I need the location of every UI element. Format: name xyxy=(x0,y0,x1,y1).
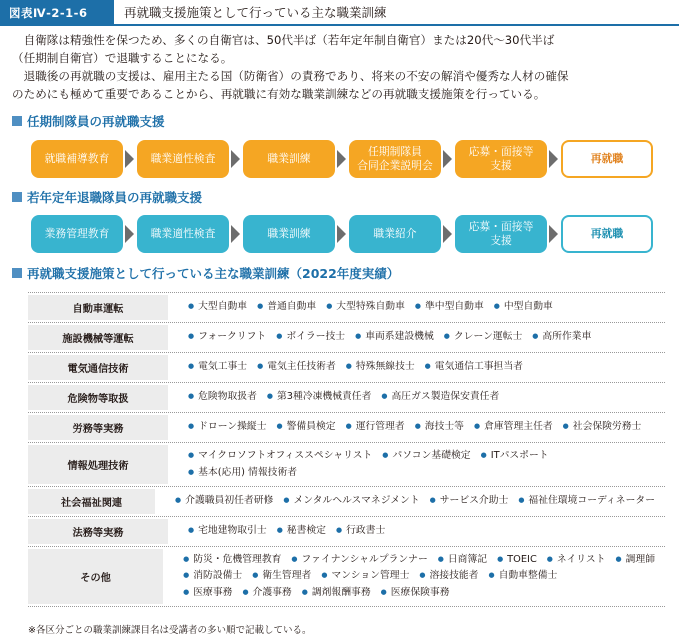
training-item: ● 宅地建物取引士 xyxy=(188,525,267,536)
training-item: ● 医療事務 xyxy=(183,587,232,598)
table-items xyxy=(168,517,665,546)
flow-step: 任期制隊員 合同企業説明会 xyxy=(349,140,441,178)
flow-step: 再就職 xyxy=(561,140,653,178)
arrow-right-icon xyxy=(549,150,558,168)
table-row xyxy=(28,443,665,487)
training-item: ● 普通自動車 xyxy=(257,301,316,312)
flow-step: 業務管理教育 xyxy=(31,215,123,253)
flow-step: 応募・面接等 支援 xyxy=(455,140,547,178)
training-item: ● 準中型自動車 xyxy=(415,301,484,312)
training-item: ● 調剤報酬事務 xyxy=(302,587,371,598)
intro-paragraph-2-line-2: のためにも極めて重要であることから、再就職に有効な職業訓練などの再就職支援施策を行っている。 xyxy=(12,86,546,101)
square-bullet-icon xyxy=(12,192,22,202)
flow-step: 職業適性検査 xyxy=(137,215,229,253)
table-category: 労務等実務 xyxy=(28,415,168,440)
training-item: ● ドローン操縦士 xyxy=(188,421,267,432)
table-row xyxy=(28,383,665,413)
figure-number-badge: 図表Ⅳ-2-1-6 xyxy=(0,0,114,26)
item-line xyxy=(188,359,665,376)
flow-step: 職業適性検査 xyxy=(137,140,229,178)
section-heading-text: 任期制隊員の再就職支援 xyxy=(27,114,165,129)
training-item: ● フォークリフト xyxy=(188,331,266,342)
training-item: ● ボイラー技士 xyxy=(276,331,345,342)
table-category: 施設機械等運転 xyxy=(28,325,168,350)
arrow-right-icon xyxy=(125,225,134,243)
training-item: ● 大型自動車 xyxy=(188,301,247,312)
training-item: ● 社会保険労務士 xyxy=(563,421,642,432)
section-heading-text: 若年定年退職隊員の再就職支援 xyxy=(27,190,203,205)
table-row xyxy=(28,547,665,607)
table-category: 情報処理技術 xyxy=(28,445,168,484)
training-item: ● ITパスポート xyxy=(481,450,549,461)
table-items xyxy=(163,547,665,606)
training-item: ● 高圧ガス製造保安責任者 xyxy=(381,391,499,402)
arrow-right-icon xyxy=(231,150,240,168)
table-row xyxy=(28,413,665,443)
flow-step: 再就職 xyxy=(561,215,653,253)
footnote: ※各区分ごとの職業訓練課目名は受講者の多い順で記載している。 xyxy=(28,625,312,636)
item-line xyxy=(188,448,665,465)
table-category: 電気通信技術 xyxy=(28,355,168,380)
figure-header xyxy=(0,0,679,26)
training-item: ● 大型特殊自動車 xyxy=(326,301,405,312)
table-items xyxy=(155,487,665,516)
table-category: その他 xyxy=(28,549,163,604)
section-heading-text: 再就職支援施策として行っている主な職業訓練（2022年度実績） xyxy=(27,266,400,281)
training-item: ● 車両系建設機械 xyxy=(355,331,434,342)
intro-paragraph-1-line-1: 自衛隊は精強性を保つため、多くの自衛官は、50代半ば（若年定年制自衛官）または20代～30代半ば xyxy=(12,33,555,47)
training-item: ● 福祉住環境コーディネーター xyxy=(518,495,655,506)
arrow-right-icon xyxy=(443,225,452,243)
training-item: ● ファイナンシャルプランナー xyxy=(291,554,427,565)
table-row xyxy=(28,487,665,517)
section-heading-fixed-term xyxy=(12,112,165,130)
flow-fixed-term xyxy=(0,140,679,182)
flow-step: 職業紹介 xyxy=(349,215,441,253)
figure-title: 再就職支援施策として行っている主な職業訓練 xyxy=(124,5,387,20)
training-item: ● 自動車整備士 xyxy=(488,570,557,581)
item-line xyxy=(183,568,665,585)
training-item: ● 電気工事士 xyxy=(188,361,247,372)
table-category: 社会福祉関連 xyxy=(28,489,155,514)
table-items xyxy=(168,413,665,442)
training-item: ● パソコン基礎検定 xyxy=(382,450,470,461)
table-category: 危険物等取扱 xyxy=(28,385,168,410)
square-bullet-icon xyxy=(12,268,22,278)
flow-step: 職業訓練 xyxy=(243,215,335,253)
table-items xyxy=(168,323,665,352)
training-item: ● 電気主任技術者 xyxy=(257,361,336,372)
training-item: ● 倉庫管理主任者 xyxy=(474,421,553,432)
training-item: ● 衛生管理者 xyxy=(252,570,311,581)
item-line xyxy=(188,329,665,346)
training-item: ● 電気通信工事担当者 xyxy=(425,361,523,372)
training-item: ● 特殊無線技士 xyxy=(346,361,415,372)
training-item: ● マンション管理士 xyxy=(321,570,409,581)
flow-step: 就職補導教育 xyxy=(31,140,123,178)
table-row xyxy=(28,323,665,353)
training-item: ● 行政書士 xyxy=(336,525,385,536)
flow-step: 応募・面接等 支援 xyxy=(455,215,547,253)
training-item: ● 警備員検定 xyxy=(277,421,336,432)
table-row xyxy=(28,353,665,383)
item-line xyxy=(188,465,665,482)
arrow-right-icon xyxy=(231,225,240,243)
arrow-right-icon xyxy=(549,225,558,243)
training-item: ● 基本(応用) 情報技術者 xyxy=(188,467,297,478)
flow-step: 職業訓練 xyxy=(243,140,335,178)
item-line xyxy=(188,419,665,436)
arrow-right-icon xyxy=(337,225,346,243)
training-item: ● TOEIC xyxy=(497,554,537,565)
training-item: ● 高所作業車 xyxy=(532,331,591,342)
table-category: 法務等実務 xyxy=(28,519,168,544)
training-item: ● マイクロソフトオフィススペシャリスト xyxy=(188,450,372,461)
table-items xyxy=(168,293,665,322)
training-item: ● 防災・危機管理教育 xyxy=(183,554,281,565)
training-item: ● 調理師 xyxy=(616,554,656,565)
item-line xyxy=(183,585,665,602)
training-item: ● 消防設備士 xyxy=(183,570,242,581)
arrow-right-icon xyxy=(125,150,134,168)
table-row xyxy=(28,517,665,547)
training-item: ● 溶接技能者 xyxy=(419,570,478,581)
training-item: ● 運行管理者 xyxy=(346,421,405,432)
training-table xyxy=(28,292,665,607)
item-line xyxy=(183,552,665,569)
arrow-right-icon xyxy=(443,150,452,168)
table-items xyxy=(168,353,665,382)
section-heading-training xyxy=(12,264,399,282)
training-item: ● ネイリスト xyxy=(547,554,606,565)
training-item: ● クレーン運転士 xyxy=(444,331,523,342)
training-item: ● 秘書検定 xyxy=(277,525,326,536)
training-item: ● 介護事務 xyxy=(242,587,291,598)
training-item: ● 中型自動車 xyxy=(494,301,553,312)
intro-paragraph-1-line-2: （任期制自衛官）で退職することになる。 xyxy=(12,50,233,65)
table-row xyxy=(28,293,665,323)
table-items xyxy=(168,383,665,412)
item-line xyxy=(188,299,665,316)
training-item: ● メンタルヘルスマネジメント xyxy=(283,495,419,506)
table-items xyxy=(168,443,665,486)
training-item: ● 医療保険事務 xyxy=(381,587,450,598)
item-line xyxy=(188,389,665,406)
intro-paragraph-2-line-1: 退職後の再就職の支援は、雇用主たる国（防衛省）の責務であり、将来の不安の解消や優秀な人材の確保 xyxy=(12,69,569,83)
arrow-right-icon xyxy=(337,150,346,168)
training-item: ● 海技士等 xyxy=(415,421,464,432)
flow-early-retirement xyxy=(0,215,679,257)
training-item: ● 第3種冷凍機械責任者 xyxy=(267,391,372,402)
table-category: 自動車運転 xyxy=(28,295,168,320)
intro-paragraph-2 xyxy=(12,68,672,103)
section-heading-early-retirement xyxy=(12,188,202,206)
training-item: ● サービス介助士 xyxy=(430,495,509,506)
training-item: ● 介護職員初任者研修 xyxy=(175,495,273,506)
item-line xyxy=(175,493,665,510)
intro-paragraph-1 xyxy=(12,32,672,67)
square-bullet-icon xyxy=(12,116,22,126)
training-item: ● 日商簿記 xyxy=(438,554,487,565)
training-item: ● 危険物取扱者 xyxy=(188,391,257,402)
item-line xyxy=(188,523,665,540)
